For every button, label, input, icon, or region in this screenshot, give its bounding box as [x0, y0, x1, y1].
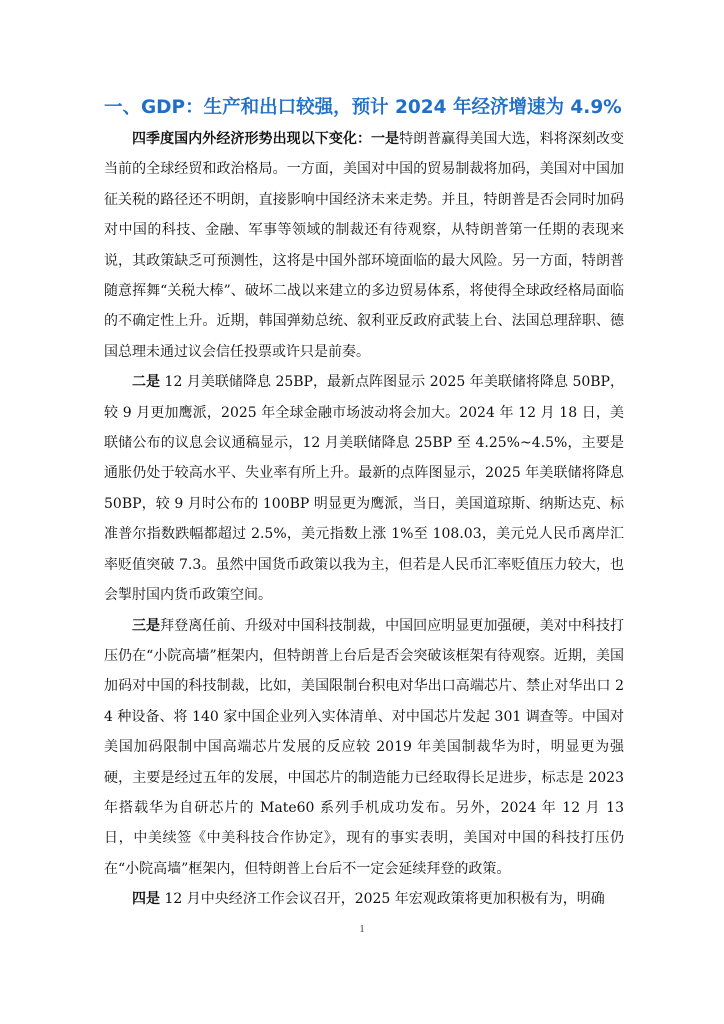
paragraph-text: 拜登离任前、升级对中国科技制裁，中国回应明显更加强硬，美对中科技打压仍在“小院高墙”框架内，但特朗普上台后是否会突破该框架有待观察。近期，美国加码对中国的科技制裁，比如，美国限制台积电对华出口高端芯片、禁止对华出口 24 种设备、将 140 家中国企业列入实体清单、对中国芯片发起 301 调查等。中国对美国加码限制中国高端芯片发展的反应较 2019 年美国制裁华为时，明显更为强硬，主要是经过五年的发展，中国芯片的制造能力已经取得长足进步，标志是 2023 年搭载华为自研芯片的 Mate60 系列手机成功发布。另外，2024 年 12 月 13 日，中美续签《中美科技合作协定》，现有的事实表明，美国对中国的科技打压仍在“小院高墙”框架内，但特朗普上台后不一定会延续拜登的政策。	[104, 617, 625, 877]
paragraph-text: 12 月美联储降息 25BP，最新点阵图显示 2025 年美联储将降息 50BP，较 9 月更加鹰派，2025 年全球金融市场波动将会加大。2024 年 12 月 18 日，美联储公布的议息会议通稿显示，12 月美联储降息 25BP 至 4.25%~4.5%，主要是通胀仍处于较高水平、失业率有所上升。最新的点阵图显示，2025 年美联储将降息 50BP，较 9 月时公布的 100BP 明显更为鹰派，当日，美国道琼斯、纳斯达克、标准普尔指数跌幅都超过 2.5%，美元指数上涨 1%至 108.03，美元兑人民币离岸汇率贬值突破 7.3。虽然中国货币政策以我为主，但若是人民币汇率贬值压力较大，也会掣肘国内货币政策空间。	[104, 374, 624, 604]
paragraph-text: 特朗普赢得美国大选，料将深刻改变当前的全球经贸和政治格局。一方面，美国对中国的贸易制裁将加码，美国对中国加征关税的路径还不明朗，直接影响中国经济未来走势。并且，特朗普是否会同时加码对中国的科技、金融、军事等领域的制裁还有待观察，从特朗普第一任期的表现来说，其政策缺乏可预测性，这将是中国外部环境面临的最大风险。另一方面，特朗普随意挥舞“关税大棒”、破坏二战以来建立的多边贸易体系，将使得全球政经格局面临的不确定性上升。近期，韩国弹劾总统、叙利亚反政府武装上台、法国总理辞职、德国总理未通过议会信任投票或许只是前奏。	[104, 131, 625, 360]
body-text	[104, 124, 624, 915]
paragraph-text: 12 月中央经济工作会议召开，2025 年宏观政策将更加积极有为，明确	[160, 891, 605, 908]
paragraph-3	[104, 611, 624, 885]
paragraph-1	[104, 124, 624, 367]
page-number: 1	[359, 924, 365, 935]
paragraph-lead: 四季度国内外经济形势出现以下变化：一是	[132, 131, 400, 147]
paragraph-lead: 二是	[132, 374, 161, 391]
paragraph-lead: 三是	[132, 617, 161, 634]
section-heading: 一、GDP：生产和出口较强，预计 2024 年经济增速为 4.9%	[104, 97, 622, 118]
paragraph-4	[104, 884, 624, 914]
paragraph-2	[104, 367, 624, 610]
paragraph-lead: 四是	[132, 891, 160, 908]
